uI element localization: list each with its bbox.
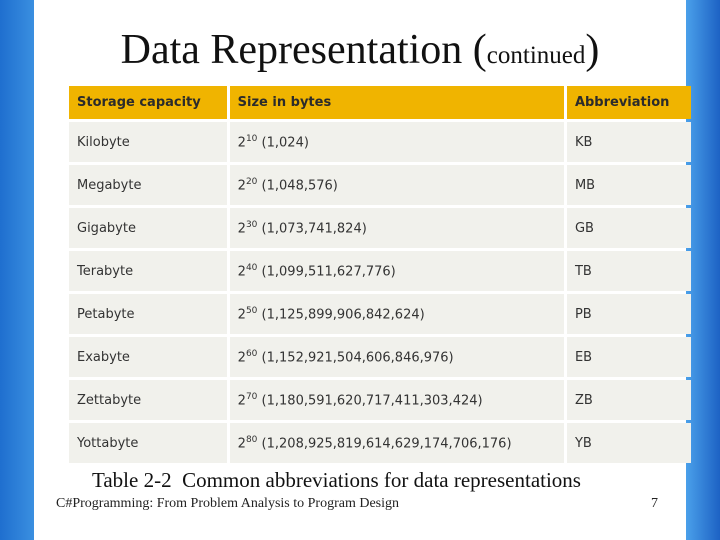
cell-size-in-bytes: $2^{50}$ (1,125,899,906,842,624) <box>230 294 564 334</box>
cell-storage-capacity: Zettabyte <box>69 380 227 420</box>
table-header-row <box>69 86 691 119</box>
cell-abbreviation: TB <box>567 251 691 291</box>
cell-size-in-bytes: $2^{70}$ (1,180,591,620,717,411,303,424) <box>230 380 564 420</box>
cell-abbreviation: EB <box>567 337 691 377</box>
size-exponent: 30 <box>245 219 258 230</box>
table-row <box>69 251 691 291</box>
cell-storage-capacity: Terabyte <box>69 251 227 291</box>
title-close: ) <box>585 27 600 73</box>
cell-storage-capacity: Megabyte <box>69 165 227 205</box>
table-row <box>69 165 691 205</box>
cell-size-in-bytes: $2^{40}$ (1,099,511,627,776) <box>230 251 564 291</box>
table-row <box>69 380 691 420</box>
cell-abbreviation: GB <box>567 208 691 248</box>
table-row <box>69 122 691 162</box>
size-value: (1,180,591,620,717,411,303,424) <box>261 393 483 409</box>
cell-storage-capacity: Exabyte <box>69 337 227 377</box>
background-left <box>0 0 34 540</box>
cell-storage-capacity: Yottabyte <box>69 423 227 463</box>
storage-table <box>66 83 694 466</box>
page-number: 7 <box>651 496 658 511</box>
size-exponent: 10 <box>245 133 258 144</box>
size-exponent: 50 <box>245 305 258 316</box>
table-row <box>69 423 691 463</box>
cell-abbreviation: KB <box>567 122 691 162</box>
table-row <box>69 294 691 334</box>
title-main: Data Representation ( <box>120 27 487 73</box>
slide-title <box>34 26 686 74</box>
cell-size-in-bytes: $2^{30}$ (1,073,741,824) <box>230 208 564 248</box>
size-exponent: 70 <box>245 391 258 402</box>
cell-abbreviation: ZB <box>567 380 691 420</box>
caption-text: Common abbreviations for data representations <box>182 468 581 492</box>
size-value: (1,048,576) <box>261 178 338 194</box>
cell-storage-capacity: Petabyte <box>69 294 227 334</box>
size-value: (1,208,925,819,614,629,174,706,176) <box>261 436 512 452</box>
slide <box>34 0 686 540</box>
table-row <box>69 337 691 377</box>
cell-abbreviation: MB <box>567 165 691 205</box>
size-exponent: 20 <box>245 176 258 187</box>
cell-size-in-bytes: $2^{80}$ (1,208,925,819,614,629,174,706,176) <box>230 423 564 463</box>
cell-size-in-bytes: $2^{20}$ (1,048,576) <box>230 165 564 205</box>
size-value: (1,024) <box>261 135 309 151</box>
header-storage-capacity: Storage capacity <box>69 86 227 119</box>
table-row <box>69 208 691 248</box>
caption-label: Table 2-2 <box>92 468 172 492</box>
header-abbreviation: Abbreviation <box>567 86 691 119</box>
size-value: (1,099,511,627,776) <box>261 264 396 280</box>
table-caption <box>92 468 581 493</box>
cell-abbreviation: PB <box>567 294 691 334</box>
size-exponent: 40 <box>245 262 258 273</box>
footer-text: C#Programming: From Problem Analysis to Program Design <box>56 496 399 511</box>
cell-size-in-bytes: $2^{60}$ (1,152,921,504,606,846,976) <box>230 337 564 377</box>
title-continued: continued <box>486 42 586 69</box>
cell-storage-capacity: Kilobyte <box>69 122 227 162</box>
size-value: (1,152,921,504,606,846,976) <box>261 350 454 366</box>
cell-storage-capacity: Gigabyte <box>69 208 227 248</box>
cell-size-in-bytes: $2^{10}$ (1,024) <box>230 122 564 162</box>
cell-abbreviation: YB <box>567 423 691 463</box>
size-exponent: 80 <box>245 434 258 445</box>
size-value: (1,073,741,824) <box>261 221 367 237</box>
size-value: (1,125,899,906,842,624) <box>261 307 425 323</box>
size-exponent: 60 <box>245 348 258 359</box>
header-size-in-bytes: Size in bytes <box>230 86 564 119</box>
